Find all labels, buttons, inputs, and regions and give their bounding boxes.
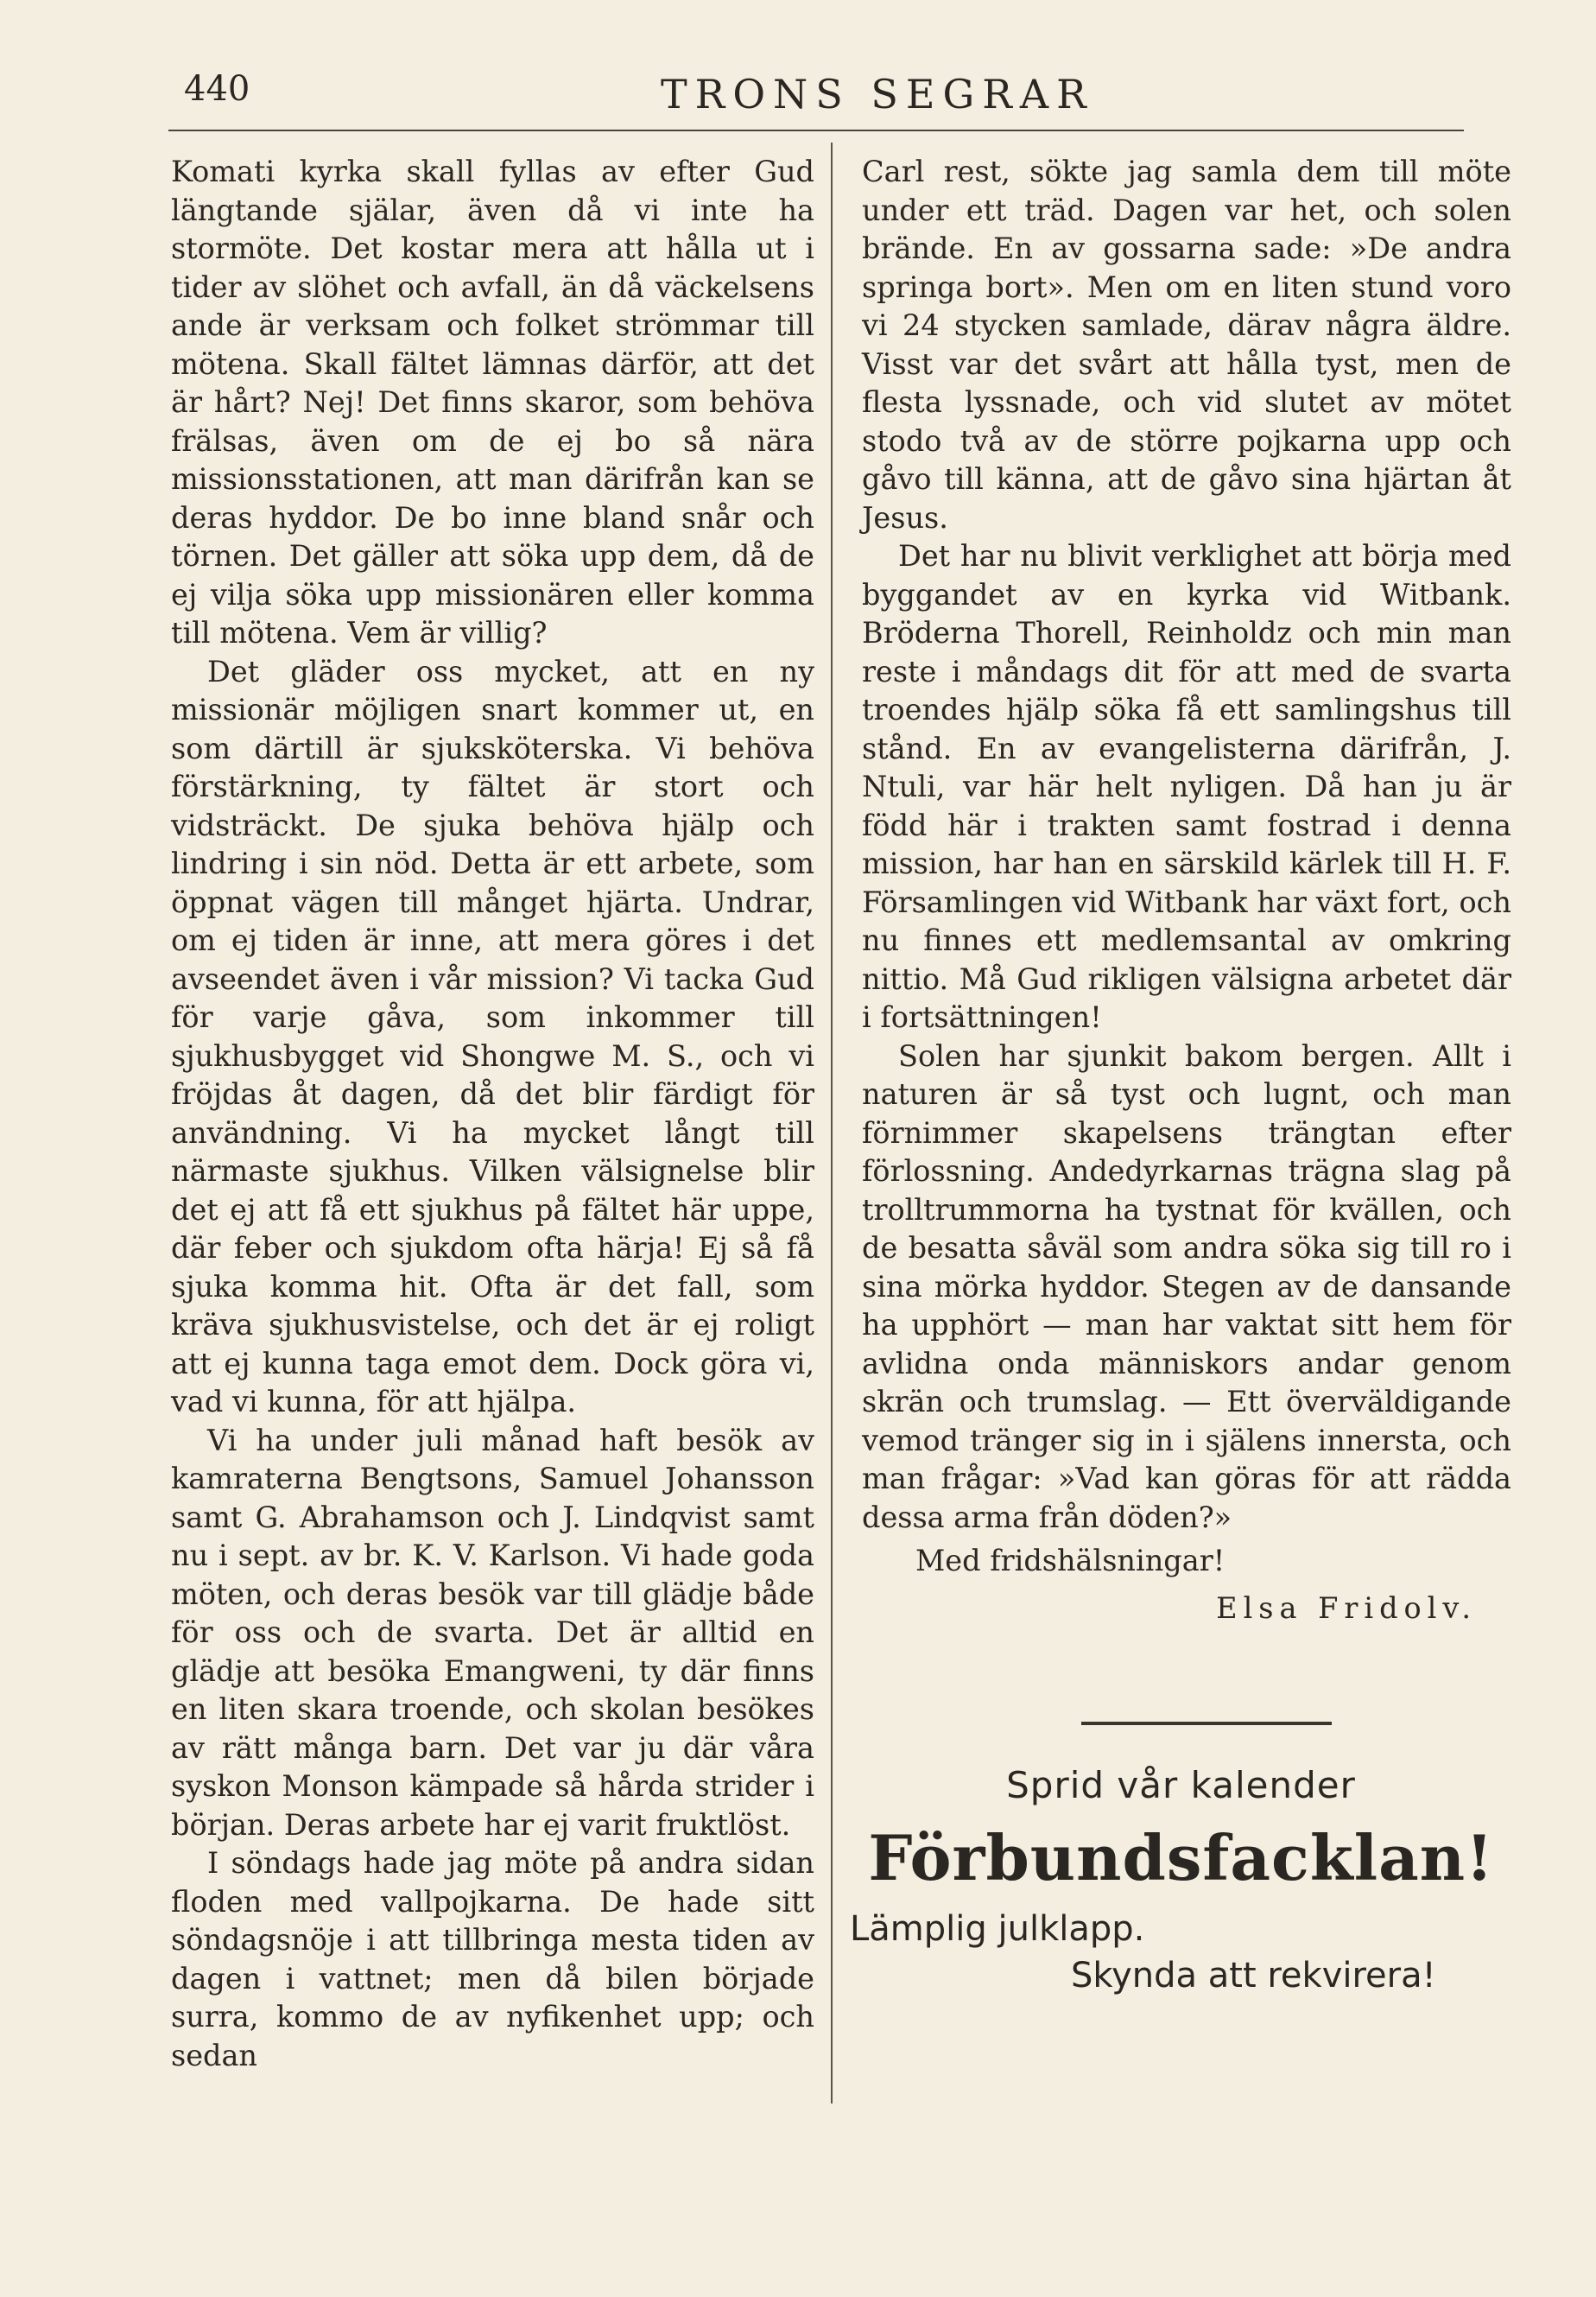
page-number: 440 (184, 69, 250, 109)
left-paragraph-4: I söndags hade jag möte på andra sidan floden med vallpojkarna. De hade sitt söndagsnöje i att tillbringa mesta tiden av dagen i vattnet; men då bilen började surra, kommo de av nyfikenhet upp; och sedan (171, 1846, 814, 2072)
closing-greeting: Med fridshälsningar! (915, 1544, 1226, 1577)
left-column (171, 153, 814, 2075)
page-header (168, 62, 1464, 131)
ad-line-1: Lämplig julklapp. (850, 1909, 1145, 1949)
right-column (862, 153, 1511, 1628)
column-divider (831, 143, 833, 2103)
ad-line-2: Skynda att rekvirera! (1071, 1956, 1436, 1996)
right-paragraph-2: Det har nu blivit verklighet att börja med byggandet av en kyrka vid Witbank. Bröderna Thorell, Reinholdz och min man reste i måndags dit för att med de svarta troendes hjälp söka få ett samlingshus till stånd. En av evangelisterna därifrån, J. Ntuli, var här helt nyligen. Då han ju är född här i trakten samt fostrad i denna mission, har han en särskild kärlek till H. F. Församlingen vid Witbank har växt fort, och nu finnes ett medlemsantal av omkring nittio. Må Gud rikligen välsigna arbetet där i fortsättningen! (862, 539, 1511, 1034)
ad-heading: Sprid vår kalender (1006, 1764, 1356, 1806)
journal-title: TRONS SEGRAR (661, 71, 1094, 117)
right-paragraph-1: Carl rest, sökte jag samla dem till möte under ett träd. Dagen var het, och solen brände. En av gossarna sade: »De andra springa bort». Men om en liten stund voro vi 24 stycken samlade, därav några äldre. Visst var det svårt att hålla tyst, men de flesta lyssnade, och vid slutet av mötet stodo två av de större pojkarna upp och gåvo till känna, att de gåvo sina hjärtan åt Jesus. (862, 155, 1511, 535)
right-paragraph-3: Solen har sjunkit bakom bergen. Allt i naturen är så tyst och lugnt, och man förnimmer skapelsens trängtan efter förlossning. Andedyrkarnas trägna slag på trolltrummorna ha tystnat för kvällen, och de besatta såväl som andra söka sig till ro i sina mörka hyddor. Stegen av de dansande ha upphört — man har vaktat sitt hem för avlidna onda människors andar genom skrän och trumslag. — Ett överväldigande vemod tränger sig in i själens innersta, och man frågar: »Vad kan göras för att rädda dessa arma från döden?» (862, 1038, 1511, 1534)
left-paragraph-2: Det gläder oss mycket, att en ny missionär möjligen snart kommer ut, en som därtill är sjuksköterska. Vi behöva förstärkning, ty fältet är stort och vidsträckt. De sjuka behöva hjälp och lindring i sin nöd. Detta är ett arbete, som öppnat vägen till månget hjärta. Undrar, om ej tiden är inne, att mera göres i det avseendet även i vår mission? Vi tacka Gud för varje gåva, som inkommer till sjukhusbygget vid Shongwe M. S., och vi fröjdas åt dagen, då det blir färdigt för användning. Vi ha mycket långt till närmaste sjukhus. Vilken välsignelse blir det ej att få ett sjukhus på fältet här uppe, där feber och sjukdom ofta härja! Ej så få sjuka komma hit. Ofta är det fall, som kräva sjukhusvistelse, och det är ej roligt att ej kunna taga emot dem. Dock göra vi, vad vi kunna, för att hjälpa. (171, 654, 814, 1418)
left-paragraph-3: Vi ha under juli månad haft besök av kamraterna Bengtsons, Samuel Johansson samt G. Abrahamson och J. Lindqvist samt nu i sept. av br. K. V. Karlson. Vi hade goda möten, och deras besök var till glädje både för oss och de svarta. Det är alltid en glädje att besöka Emangweni, ty där finns en liten skara troende, och skolan besökes av rätt många barn. Det var ju där våra syskon Monson kämpade så hårda strider i början. Deras arbete har ej varit fruktlöst. (171, 1423, 814, 1842)
signature: Elsa Fridolv. (1216, 1590, 1477, 1625)
ad-title: Förbundsfacklan! (868, 1821, 1494, 1894)
left-paragraph-1: Komati kyrka skall fyllas av efter Gud längtande själar, även då vi inte ha stormöte. Det kostar mera att hålla ut i tider av slöhet och avfall, än då väckelsens ande är verksam och folket strömmar till mötena. Skall fältet lämnas därför, att det är hårt? Nej! Det finns skaror, som behöva frälsas, även om de ej bo så nära missionsstationen, att man därifrån kan se deras hyddor. De bo inne bland snår och törnen. Det gäller att söka upp dem, då de ej vilja söka upp missionären eller komma till mötena. Vem är villig? (171, 155, 814, 650)
ad-separator-rule (1081, 1722, 1332, 1725)
header-rule (168, 130, 1464, 131)
